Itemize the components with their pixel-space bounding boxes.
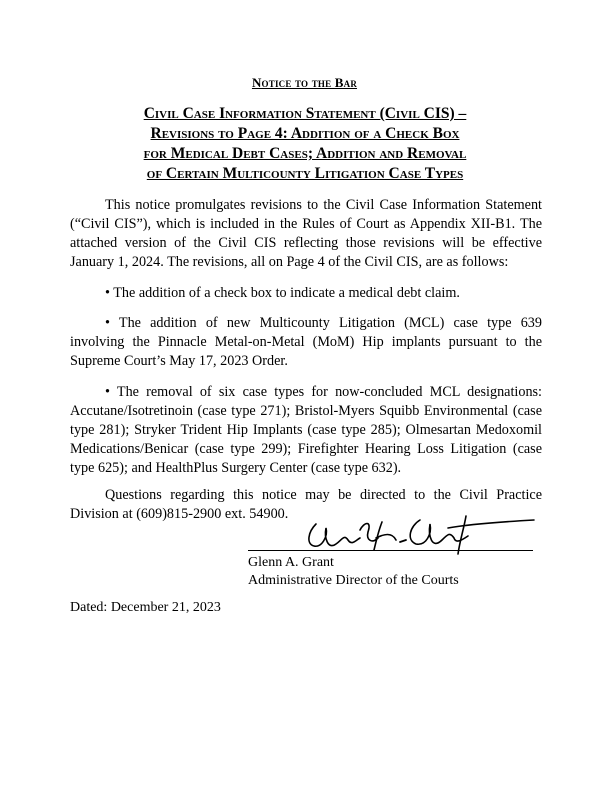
bullet-mcl-addition: • The addition of new Multicounty Litigation (MCL) case type 639 involving the Pinnacle Metal-on-Metal (MoM) Hip implants pursuant to the Supreme Court’s May 17, 2023 Order. bbox=[70, 315, 542, 369]
title-line-2: Revisions to Page 4: Addition of a Check Box bbox=[150, 125, 460, 142]
date-line: Dated: December 21, 2023 bbox=[70, 600, 221, 615]
bullet-medical-debt: • The addition of a check box to indicate a medical debt claim. bbox=[105, 285, 460, 301]
title-line-4: of Certain Multicounty Litigation Case Types bbox=[146, 165, 464, 182]
signature-line bbox=[248, 550, 533, 551]
notice-heading: Notice to the Bar bbox=[251, 75, 358, 90]
questions-paragraph: Questions regarding this notice may be directed to the Civil Practice Division at (609)815-2900 ext. 54900. bbox=[70, 487, 542, 522]
title-line-1: Civil Case Information Statement (Civil CIS) – bbox=[143, 105, 467, 122]
signatory-name: Glenn A. Grant bbox=[248, 555, 334, 570]
document-title bbox=[70, 104, 540, 184]
bullet-mcl-removal: • The removal of six case types for now-concluded MCL designations: Accutane/Isotretinoin (case type 271); Bristol-Myers Squibb Environmental (case type 281); Stryker Trident Hip Implants (case type 285); Olmesartan Medoxomil Medications/Benicar (case type 299); Firefighter Hearing Loss Litigation (case type 625); and HealthPlus Surgery Center (case type 632). bbox=[70, 384, 542, 476]
intro-paragraph: This notice promulgates revisions to the Civil Case Information Statement (“Civil CIS”), which is included in the Rules of Court as Appendix XII-B1. The attached version of the Civil CIS reflecting those revisions will be effective January 1, 2024. The revisions, all on Page 4 of the Civil CIS, are as follows: bbox=[70, 197, 542, 270]
signatory-title: Administrative Director of the Courts bbox=[248, 573, 459, 588]
title-line-3: for Medical Debt Cases; Addition and Removal bbox=[143, 145, 467, 162]
